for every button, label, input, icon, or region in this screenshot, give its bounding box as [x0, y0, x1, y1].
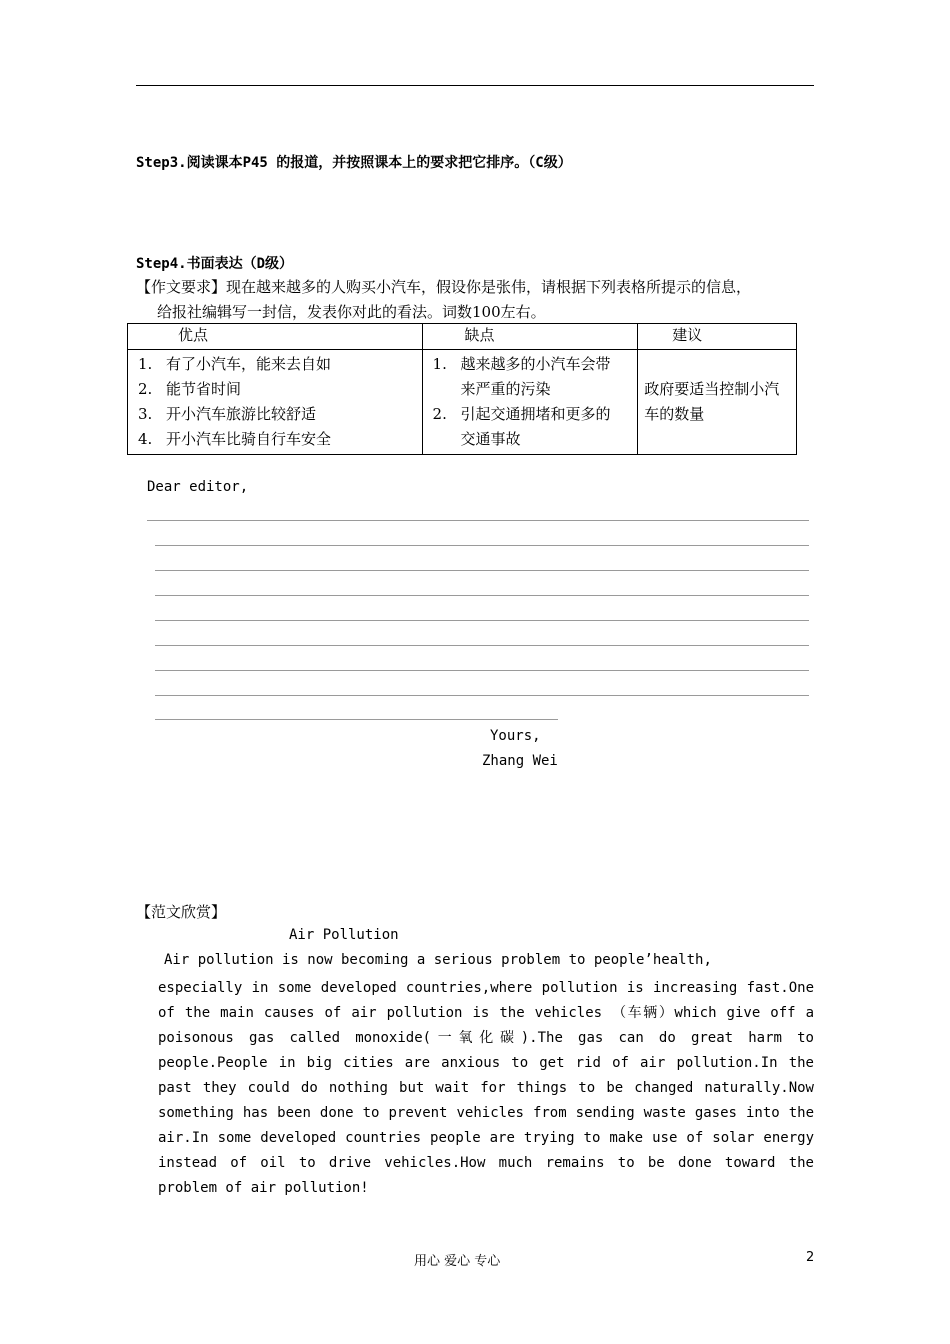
disadvantages-cell — [422, 350, 638, 455]
list-item: 4. 开小汽车比骑自行车安全 — [138, 430, 332, 448]
model-essay-title: Air Pollution — [289, 927, 399, 943]
writing-line — [155, 570, 809, 571]
step4-title: Step4.书面表达（D级） — [136, 256, 294, 272]
step3-instruction: Step3.阅读课本P45 的报道，并按照课本上的要求把它排序。（C级） — [136, 155, 572, 171]
header-advantages: 优点 — [128, 324, 423, 350]
model-essay-body: especially in some developed countries,where pollution is increasing fast.One of the main causes of air pollution is the vehicles （车辆）which give off a poisonous gas called monoxide(一氧化碳).The gas can do great harm to people.People in big cities are anxious to get rid of air pollution.In the past they could do nothing but wait for things to be changed naturally.Now something has been done to prevent vehicles from sending waste gases into the air.In some developed countries people are trying to make use of solar energy instead of oil to drive vehicles.How much remains to be done toward the problem of air pollution! — [158, 980, 814, 1196]
letter-closing: Yours, — [490, 728, 541, 744]
advantages-cell — [128, 350, 423, 455]
list-item: 1. 越来越多的小汽车会带 — [432, 355, 611, 373]
writing-line — [147, 520, 809, 521]
writing-line — [155, 670, 809, 671]
list-item: 3. 开小汽车旅游比较舒适 — [138, 405, 317, 423]
header-suggestion: 建议 — [638, 324, 797, 350]
writing-line — [155, 695, 809, 696]
list-item: 2. 能节省时间 — [138, 380, 242, 398]
header-disadvantages: 缺点 — [422, 324, 638, 350]
letter-signature: Zhang Wei — [482, 753, 558, 769]
writing-requirement-line1: 【作文要求】现在越来越多的人购买小汽车，假设你是张伟，请根据下列表格所提示的信息， — [136, 278, 752, 296]
page-number: 2 — [806, 1250, 815, 1265]
list-item-continuation: 交通事故 — [460, 430, 521, 448]
writing-line — [155, 545, 809, 546]
info-table — [127, 323, 797, 455]
writing-line — [155, 620, 809, 621]
list-item-continuation: 来严重的污染 — [460, 380, 551, 398]
model-essay-first-line: Air pollution is now becoming a serious problem to people’health, — [164, 952, 712, 968]
writing-requirement-line2: 给报社编辑写一封信，发表你对此的看法。词数100左右。 — [157, 303, 546, 321]
footer-motto: 用心 爱心 专心 — [414, 1254, 501, 1269]
writing-line — [155, 595, 809, 596]
suggestion-cell: 政府要适当控制小汽车的数量 — [638, 350, 797, 455]
writing-line — [155, 645, 809, 646]
list-item: 2. 引起交通拥堵和更多的 — [432, 405, 611, 423]
header-rule — [136, 85, 814, 86]
list-item: 1. 有了小汽车，能来去自如 — [138, 355, 332, 373]
model-essay-heading: 【范文欣赏】 — [136, 903, 227, 921]
letter-salutation: Dear editor, — [147, 479, 249, 495]
writing-line — [155, 719, 558, 720]
